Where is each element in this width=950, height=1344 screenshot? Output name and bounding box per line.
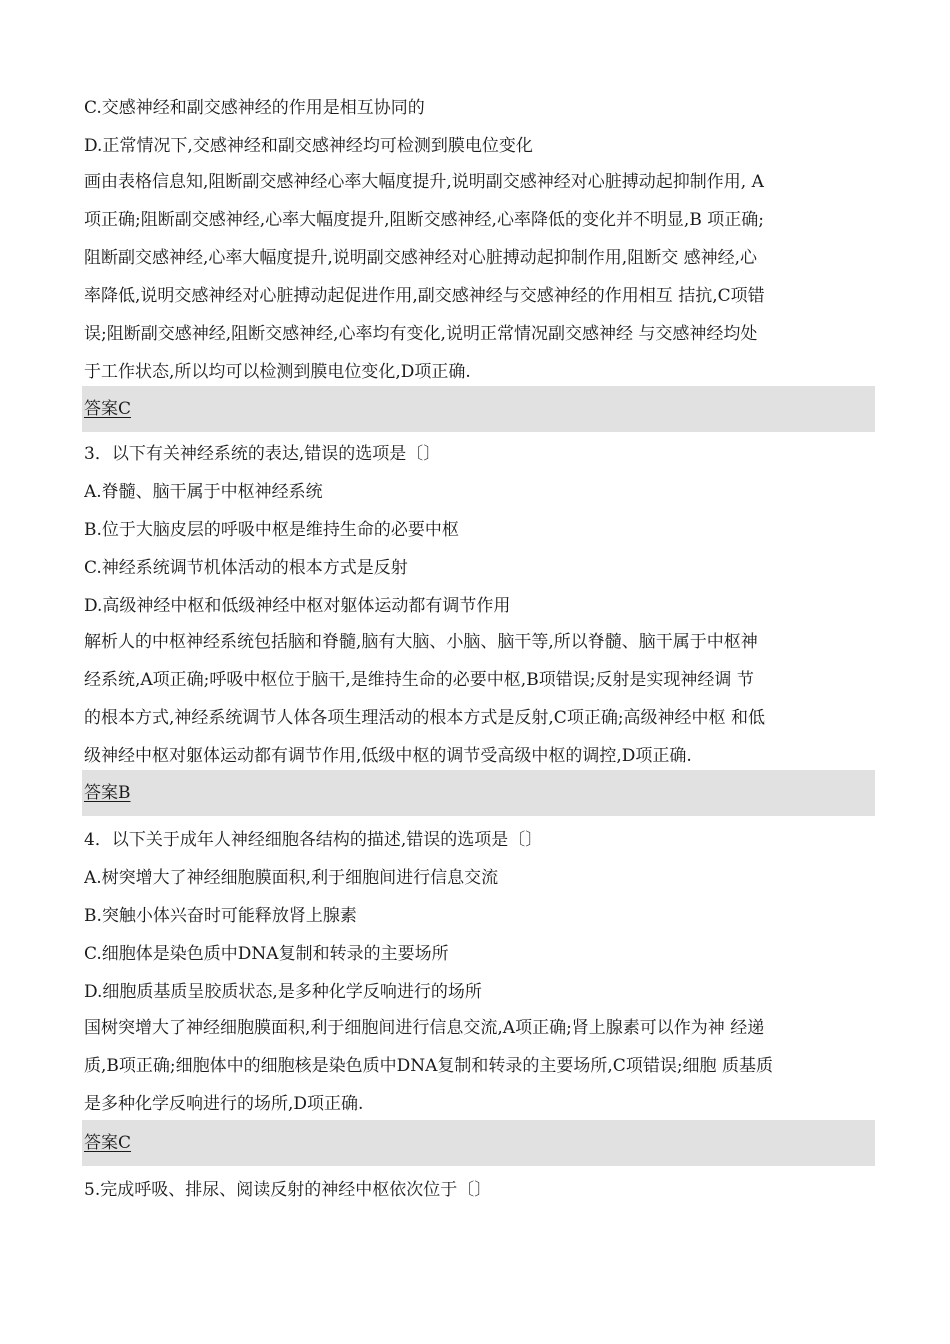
q2-explanation-line: 于工作状态,所以均可以检测到膜电位变化,D项正确. [84, 362, 471, 382]
q4-explanation [84, 1009, 874, 1123]
q3-answer-band [82, 770, 875, 816]
q2-option-d: D.正常情况下,交感神经和副交感神经均可检测到膜电位变化 [84, 136, 533, 156]
q3-option-d: D.高级神经中枢和低级神经中枢对躯体运动都有调节作用 [84, 596, 511, 616]
q3-option-a: A.脊髓、脑干属于中枢神经系统 [84, 482, 323, 502]
q3-explanation-line: 的根本方式,神经系统调节人体各项生理活动的根本方式是反射,C项正确;高级神经中枢 和低 [84, 708, 765, 728]
q2-answer: 答案C [84, 399, 132, 419]
q3-explanation-line: 级神经中枢对躯体运动都有调节作用,低级中枢的调节受高级中枢的调控,D项正确. [84, 746, 692, 766]
q3-explanation [84, 623, 874, 775]
q2-explanation-line: 项正确;阻断副交感神经,心率大幅度提升,阻断交感神经,心率降低的变化并不明显,B 项正确; [84, 210, 764, 230]
q2-explanation-line: 误;阻断副交感神经,阻断交感神经,心率均有变化,说明正常情况副交感神经 与交感神经均处 [84, 324, 758, 344]
q3-explanation-line: 经系统,A项正确;呼吸中枢位于脑干,是维持生命的必要中枢,B项错误;反射是实现神经调 节 [84, 670, 754, 690]
q2-explanation-line: 阻断副交感神经,心率大幅度提升,说明副交感神经对心脏搏动起抑制作用,阻断交 感神经,心 [84, 248, 758, 268]
q3-stem: 3．以下有关神经系统的表达,错误的选项是〔〕 [84, 444, 441, 464]
q4-stem: 4．以下关于成年人神经细胞各结构的描述,错误的选项是〔〕 [84, 830, 543, 850]
q4-option-d: D.细胞质基质呈胶质状态,是多种化学反响进行的场所 [84, 982, 482, 1002]
q3-option-b: B.位于大脑皮层的呼吸中枢是维持生命的必要中枢 [84, 520, 459, 540]
q2-answer-band [82, 386, 875, 432]
q2-option-c: C.交感神经和副交感神经的作用是相互协同的 [84, 98, 425, 118]
q2-explanation-line: 画由表格信息知,阻断副交感神经心率大幅度提升,说明副交感神经对心脏搏动起抑制作用, A [84, 172, 764, 192]
q4-answer-band [82, 1120, 875, 1166]
q3-answer: 答案B [84, 783, 131, 803]
q3-option-c: C.神经系统调节机体活动的根本方式是反射 [84, 558, 408, 578]
q4-option-a: A.树突增大了神经细胞膜面积,利于细胞间进行信息交流 [84, 868, 499, 888]
q4-explanation-line: 质,B项正确;细胞体中的细胞核是染色质中DNA复制和转录的主要场所,C项错误;细胞 质基质 [84, 1056, 773, 1076]
q2-explanation-line: 率降低,说明交感神经对心脏搏动起促进作用,副交感神经与交感神经的作用相互 拮抗,C项错 [84, 286, 765, 306]
q4-answer: 答案C [84, 1133, 132, 1153]
q4-explanation-line: 国树突增大了神经细胞膜面积,利于细胞间进行信息交流,A项正确;肾上腺素可以作为神 经递 [84, 1018, 765, 1038]
q2-explanation [84, 163, 874, 391]
q4-option-c: C.细胞体是染色质中DNA复制和转录的主要场所 [84, 944, 449, 964]
q5-stem: 5.完成呼吸、排尿、阅读反射的神经中枢依次位于〔〕 [84, 1180, 492, 1200]
q4-explanation-line: 是多种化学反响进行的场所,D项正确. [84, 1094, 364, 1114]
q4-option-b: B.突触小体兴奋时可能释放肾上腺素 [84, 906, 357, 926]
q3-explanation-line: 解析人的中枢神经系统包括脑和脊髓,脑有大脑、小脑、脑干等,所以脊髓、脑干属于中枢神 [84, 632, 758, 652]
